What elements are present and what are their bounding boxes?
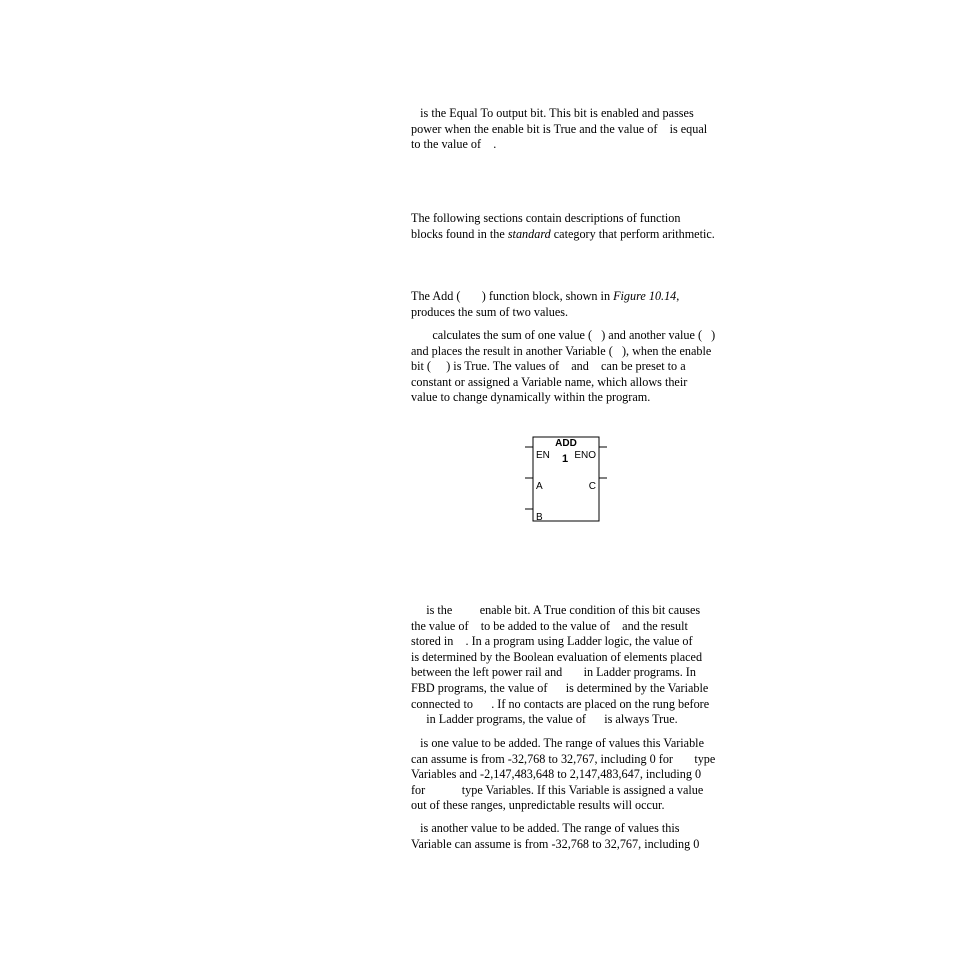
section-intro-paragraph [411, 211, 741, 242]
text-line: is another value to be added. The range of values this [411, 821, 680, 835]
text-line: constant or assigned a Variable name, which allows their [411, 374, 688, 389]
text-line: to the value of . [411, 137, 497, 152]
text-line: The following sections contain descriptions of function [411, 211, 681, 225]
text-line: is the Equal To output bit. This bit is enabled and passes [411, 106, 694, 120]
c-label: C [588, 481, 596, 492]
text-line: , [676, 289, 680, 303]
text-line: produces the sum of two values. [411, 304, 569, 319]
text-line: is determined by the Boolean evaluation of elements placed [411, 649, 703, 664]
en-label: EN [536, 450, 550, 461]
text-line: category that perform arithmetic. [550, 226, 715, 241]
text-line: in Ladder programs, the value of is always True. [411, 712, 678, 727]
eno-label: ENO [574, 450, 596, 461]
text-line: connected to . If no contacts are placed on the rung before [411, 696, 710, 711]
text-line: is the enable bit. A True condition of this bit causes [411, 603, 701, 617]
a-paragraph [411, 736, 741, 814]
text-line: Variables and -2,147,483,648 to 2,147,483,647, including 0 [411, 767, 702, 782]
text-line: between the left power rail and in Ladder programs. In [411, 665, 696, 680]
text-line: power when the enable bit is True and the value of is equal [411, 121, 708, 136]
text-line: stored in . In a program using Ladder logic, the value of [411, 634, 693, 649]
block-name: ADD [555, 438, 577, 449]
category-emphasis: standard [507, 226, 551, 241]
text-line: bit ( ) is True. The values of and can be preset to a [411, 359, 686, 374]
text-line: can assume is from -32,768 to 32,767, including 0 for type [411, 751, 716, 766]
text-line: blocks found in the [411, 226, 508, 241]
figure-reference: Figure 10.14 [613, 289, 677, 303]
text-line: FBD programs, the value of is determined by the Variable [411, 680, 709, 695]
text-line: calculates the sum of one value ( ) and another value ( ) [411, 328, 716, 342]
add-function-block-figure [522, 432, 612, 527]
text-line: is one value to be added. The range of values this Variable [411, 736, 704, 750]
text-line: and places the result in another Variable ( ), when the enable [411, 343, 712, 358]
text-line: The Add ( ) function block, shown in [411, 289, 614, 303]
b-paragraph [411, 821, 741, 852]
add-description-paragraph [411, 328, 741, 406]
text-line: out of these ranges, unpredictable results will occur. [411, 798, 665, 813]
equal-to-paragraph [411, 106, 741, 153]
b-label: B [536, 512, 543, 523]
en-paragraph [411, 603, 741, 728]
text-line: the value of to be added to the value of and the result [411, 618, 688, 633]
block-instance: 1 [561, 453, 569, 465]
text-line: Variable can assume is from -32,768 to 32,767, including 0 [411, 836, 700, 851]
a-label: A [536, 481, 543, 492]
add-intro-paragraph [411, 289, 741, 320]
text-line: value to change dynamically within the program. [411, 390, 651, 405]
text-line: for type Variables. If this Variable is assigned a value [411, 782, 704, 797]
